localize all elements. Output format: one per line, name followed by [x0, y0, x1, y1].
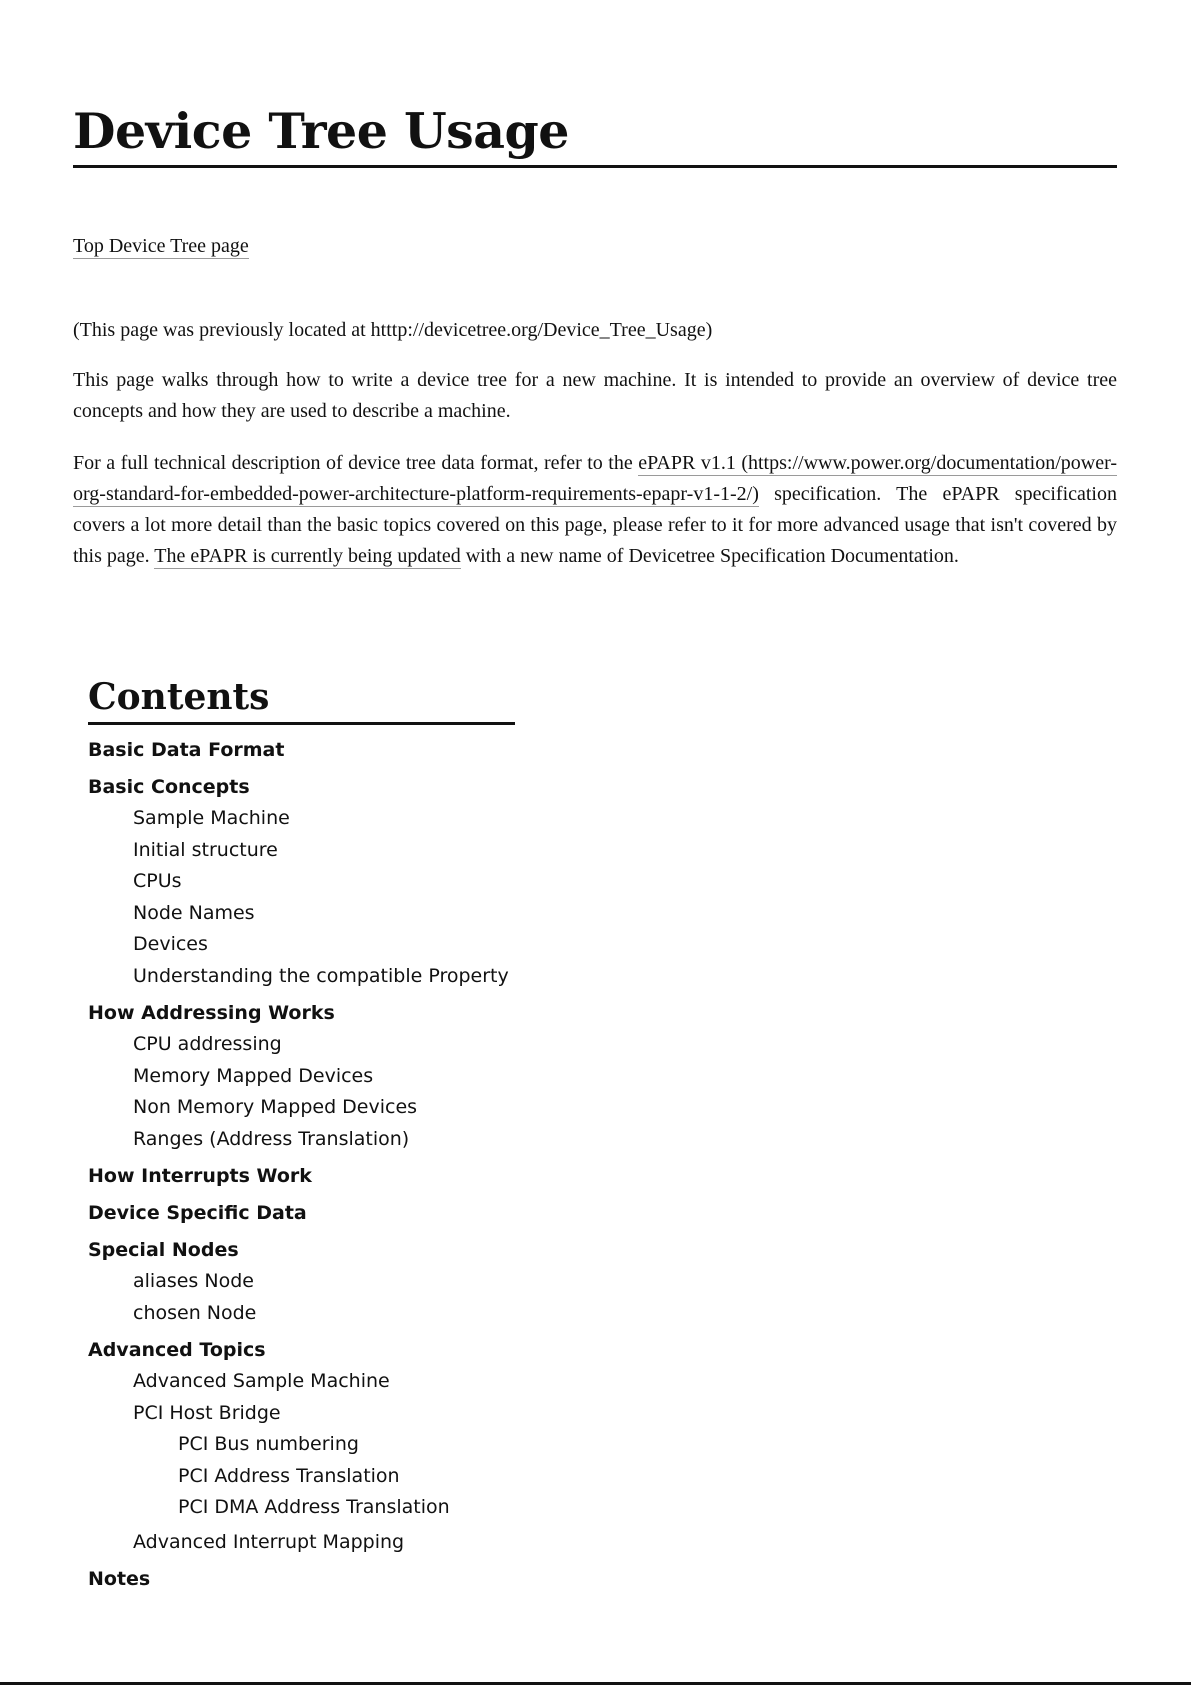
toc-subsection [133, 961, 515, 993]
epapr-link-url: (https://www.power.org/documentation/power-org-standard-for-embedded-power-architecture-platform-requirements-epapr-v1-1-2/) [73, 451, 1117, 505]
toc-section-link[interactable]: Special Nodes [88, 1239, 239, 1261]
toc-subsection-link[interactable]: chosen Node [133, 1301, 257, 1324]
epapr-link-text: ePAPR v1.1 [638, 451, 736, 474]
toc-subsection [133, 835, 515, 867]
toc-title: Contents [88, 676, 515, 725]
toc-subsection-list [88, 1029, 515, 1155]
top-device-tree-link[interactable]: Top Device Tree page [73, 235, 249, 257]
toc-subsection [133, 866, 515, 898]
document-page [73, 0, 1117, 572]
full-description-paragraph [73, 448, 1117, 573]
previous-location-note: (This page was previously located at htttp://devicetree.org/Device_Tree_Usage) [73, 319, 713, 341]
toc-subsubsection [178, 1429, 515, 1461]
toc-section-link[interactable]: Advanced Topics [88, 1339, 266, 1361]
toc-subsection-link[interactable]: Advanced Interrupt Mapping [133, 1530, 405, 1553]
toc-subsection-link[interactable]: Initial structure [133, 838, 278, 861]
toc-subsubsection-link[interactable]: PCI DMA Address Translation [178, 1496, 450, 1518]
toc-subsubsection-list [133, 1429, 515, 1524]
toc-subsection-link[interactable]: Understanding the compatible Property [133, 964, 509, 987]
toc-section [88, 1161, 515, 1192]
toc-section-link[interactable]: Basic Data Format [88, 739, 285, 761]
toc-subsection [133, 1092, 515, 1124]
toc-subsection-link[interactable]: Sample Machine [133, 807, 290, 829]
toc-section [88, 735, 515, 766]
toc-subsection-list [88, 1266, 515, 1329]
toc-subsection-list [88, 1366, 515, 1558]
table-of-contents [88, 676, 515, 1601]
toc-section-link[interactable]: Basic Concepts [88, 776, 250, 798]
toc-subsection [133, 929, 515, 961]
toc-section [88, 1198, 515, 1229]
toc-section-link[interactable]: Device Specific Data [88, 1202, 307, 1224]
toc-section [88, 1564, 515, 1595]
toc-section [88, 998, 515, 1155]
toc-subsection-link[interactable]: CPU addressing [133, 1033, 282, 1055]
toc-subsubsection [178, 1492, 515, 1524]
toc-subsection-link[interactable]: Non Memory Mapped Devices [133, 1096, 418, 1118]
toc-subsection-link[interactable]: Node Names [133, 901, 255, 924]
toc-section [88, 772, 515, 992]
toc-section-link[interactable]: Notes [88, 1568, 151, 1590]
toc-subsection-list [88, 803, 515, 992]
toc-subsubsection-link[interactable]: PCI Address Translation [178, 1464, 400, 1487]
epapr-update-link[interactable]: The ePAPR is currently being updated [154, 545, 461, 568]
toc-list [88, 735, 515, 1595]
toc-subsection-link[interactable]: CPUs [133, 870, 182, 892]
full-description-prefix: For a full technical description of device tree data format, refer to the [73, 451, 639, 474]
toc-subsection-link[interactable]: aliases Node [133, 1270, 254, 1292]
full-description-suffix: with a new name of Devicetree Specification Documentation. [460, 545, 959, 568]
toc-section [88, 1335, 515, 1558]
toc-subsection [133, 1298, 515, 1330]
toc-subsection [133, 1061, 515, 1093]
toc-section-link[interactable]: How Addressing Works [88, 1002, 335, 1024]
toc-subsection [133, 1124, 515, 1156]
toc-subsection-link[interactable]: Devices [133, 933, 208, 955]
toc-subsection-link[interactable]: PCI Host Bridge [133, 1401, 281, 1424]
page-title: Device Tree Usage [73, 0, 1117, 168]
top-link-row [73, 232, 1117, 260]
toc-subsection [133, 898, 515, 930]
toc-subsection-link[interactable]: Advanced Sample Machine [133, 1370, 390, 1392]
toc-subsection-link[interactable]: Ranges (Address Translation) [133, 1127, 410, 1150]
toc-subsection [133, 1527, 515, 1559]
toc-section-link[interactable]: How Interrupts Work [88, 1165, 312, 1187]
full-description-middle: specification. The ePAPR specification covers a lot more detail than the basic topics covered on this page, please refer to it for more advanced usage that isn't covered by this page. [73, 482, 1117, 568]
toc-section [88, 1235, 515, 1329]
intro-paragraph: This page walks through how to write a device tree for a new machine. It is intended to provide an overview of device tree concepts and how they are used to describe a machine. [73, 369, 1117, 423]
toc-subsubsection [178, 1461, 515, 1493]
toc-subsection-link[interactable]: Memory Mapped Devices [133, 1064, 374, 1087]
toc-subsection [133, 1266, 515, 1298]
toc-subsection [133, 1029, 515, 1061]
toc-subsection [133, 1366, 515, 1398]
toc-subsection [133, 803, 515, 835]
toc-subsection [133, 1398, 515, 1524]
toc-subsubsection-link[interactable]: PCI Bus numbering [178, 1433, 359, 1455]
